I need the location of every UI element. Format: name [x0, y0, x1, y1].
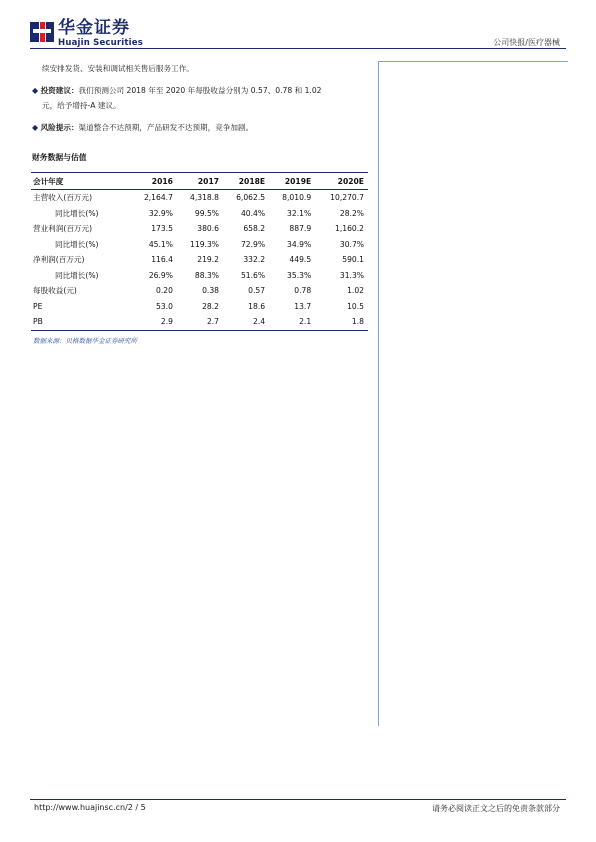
table-cell: 119.3%: [190, 239, 220, 249]
row-label: PB: [31, 314, 131, 330]
table-row: [31, 283, 368, 299]
table-cell: 332.2: [243, 255, 266, 265]
table-cell: 0.78: [294, 286, 312, 296]
report-body: [32, 62, 372, 136]
table-cell: 2.9: [131, 314, 177, 330]
table-cell: 13.7: [294, 301, 312, 311]
diamond-bullet-icon: ◆: [32, 123, 39, 133]
table-cell: 10.5: [347, 301, 364, 311]
huajin-logo-icon: [30, 20, 54, 44]
row-label: 净利润(百万元): [33, 255, 85, 265]
table-cell: 28.2: [202, 301, 220, 311]
logo-english-name: Huajin Securities: [58, 38, 144, 48]
table-cell: 26.9%: [148, 270, 173, 280]
column-header: 2019E: [269, 173, 315, 190]
table-cell: 45.1%: [148, 239, 173, 249]
column-header: 2020E: [315, 173, 368, 190]
column-header: 2016: [131, 173, 177, 190]
row-label: 同比增长(%): [55, 270, 99, 280]
row-label: 每股收益(元): [33, 286, 77, 296]
table-cell: 658.2: [243, 224, 266, 234]
continued-paragraph: 续安排发货、安装和调试相关售后服务工作。: [42, 64, 194, 73]
table-title: 财务数据与估值: [32, 153, 87, 162]
table-cell: 2,164.7: [143, 193, 173, 203]
row-label: 同比增长(%): [55, 208, 99, 218]
report-category: 公司快报/医疗器械: [493, 38, 560, 47]
risk-warning: [32, 120, 372, 135]
table-cell: 380.6: [197, 224, 220, 234]
row-label: 同比增长(%): [55, 239, 99, 249]
table-row: [31, 221, 368, 237]
table-cell: 219.2: [197, 255, 220, 265]
table-cell: 34.9%: [287, 239, 312, 249]
table-cell: 2.1: [269, 314, 315, 330]
logo-chinese-name: 华金证券: [58, 18, 130, 38]
table-cell: 116.4: [151, 255, 173, 265]
table-cell: 0.38: [202, 286, 220, 296]
table-cell: 10,270.7: [330, 193, 364, 203]
table-row: [31, 252, 368, 268]
table-cell: 99.5%: [194, 208, 220, 218]
table-cell: 32.1%: [287, 208, 312, 218]
table-row: [31, 314, 368, 330]
table-cell: 51.6%: [240, 270, 266, 280]
table-cell: 6,062.5: [236, 193, 266, 203]
table-cell: 2.7: [177, 314, 223, 330]
table-row: [31, 299, 368, 315]
table-row: [31, 190, 368, 206]
company-logo: [30, 20, 143, 48]
data-source-note: 数据来源：贝格数据华金证券研究所: [33, 337, 137, 345]
investment-text: 我们预测公司 2018 年至 2020 年每股收益分别为 0.57、0.78 和 1.02: [78, 86, 322, 96]
row-label: 主营收入(百万元): [33, 193, 93, 203]
right-column-top-border: [378, 61, 568, 62]
footer-disclaimer: 请务必阅读正文之后的免责条款部分: [432, 804, 560, 813]
table-row: [31, 206, 368, 222]
investment-text-cont: 元，给予增持-A 建议。: [42, 100, 121, 110]
table-cell: 32.9%: [148, 208, 173, 218]
column-header: 2017: [177, 173, 223, 190]
table-row: [31, 268, 368, 284]
footer-divider: [30, 799, 566, 800]
table-cell: 28.2%: [339, 208, 364, 218]
footer-url-page[interactable]: http://www.huajinsc.cn/2 / 5: [34, 803, 146, 812]
column-header: 2018E: [223, 173, 269, 190]
row-label: 营业利润(百万元): [33, 224, 93, 234]
right-column-border: [378, 61, 379, 726]
diamond-bullet-icon: ◆: [32, 86, 39, 96]
table-cell: 18.6: [248, 301, 266, 311]
table-cell: 4,318.8: [190, 193, 220, 203]
column-header: 会计年度: [31, 173, 131, 190]
table-cell: 53.0: [156, 301, 173, 311]
risk-label: 风险提示：: [40, 123, 79, 133]
investment-label: 投资建议：: [40, 86, 79, 96]
table-cell: 1.02: [347, 286, 364, 296]
table-cell: 8,010.9: [282, 193, 312, 203]
table-cell: 0.57: [248, 286, 266, 296]
table-cell: 72.9%: [240, 239, 266, 249]
investment-advice: [32, 83, 372, 98]
table-header-row: [31, 173, 368, 190]
table-row: [31, 237, 368, 253]
table-cell: 31.3%: [339, 270, 364, 280]
table-cell: 1,160.2: [335, 224, 364, 234]
table-cell: 40.4%: [240, 208, 266, 218]
table-cell: 887.9: [289, 224, 312, 234]
table-cell: 590.1: [342, 255, 364, 265]
table-cell: 1.8: [315, 314, 368, 330]
table-cell: 35.3%: [287, 270, 312, 280]
header-divider: [30, 48, 566, 49]
table-cell: 30.7%: [339, 239, 364, 249]
table-cell: 449.5: [289, 255, 312, 265]
table-cell: 173.5: [151, 224, 173, 234]
financial-table: [31, 173, 368, 331]
table-cell: 88.3%: [194, 270, 220, 280]
risk-text: 渠道整合不达预期，产品研发不达预期，竞争加剧。: [78, 123, 254, 133]
row-label: PE: [33, 301, 43, 311]
table-cell: 2.4: [223, 314, 269, 330]
table-cell: 0.20: [156, 286, 173, 296]
